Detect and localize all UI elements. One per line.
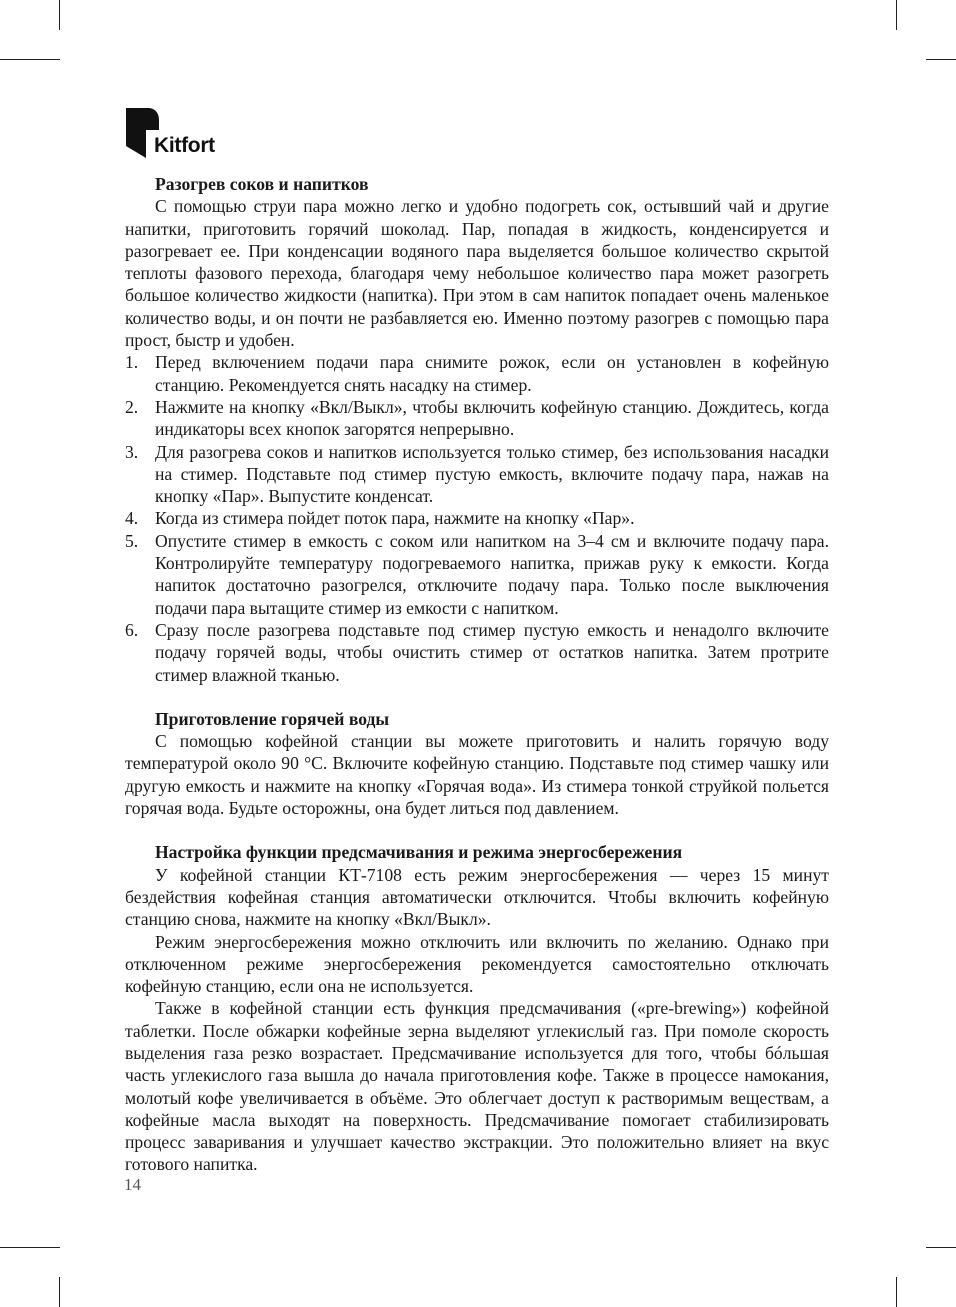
document-body	[125, 173, 829, 1176]
paragraph-energy-saving-toggle: Режим энергосбережения можно отключить или включить по желанию. Однако при отключенном режиме энергосбережения рекомендуется самостоятельно отключать кофейную станцию, если она не используется.	[125, 931, 829, 997]
paragraph-hot-water: С помощью кофейной станции вы можете приготовить и налить горячую воду температурой около 90 °С. Включите кофейную станцию. Подставьте под стимер чашку или другую емкость и нажмите на кнопку «Горячая вода». Из стимера тонкой струйкой польется горячая вода. Будьте осторожны, она будет литься под давлением.	[125, 731, 829, 819]
section-heading-hot-water: Приготовление горячей воды	[155, 708, 390, 729]
step-number: 3.	[125, 441, 139, 462]
brand-name: Kitfort	[154, 134, 215, 157]
step-number: 5.	[125, 530, 139, 551]
paragraph-juice-intro: С помощью струи пара можно легко и удобно подогреть сок, остывший чай и другие напитки, приготовить горячий шоколад. Пар, попадая в жидкость, конденсируется и разогревает ее. При конденсации водяного пара выделяется большое количество скрытой теплоты фазового перехода, благодаря чему небольшое количество пара может разогреть большое количество жидкости (напитка). При этом в сам напиток попадает очень маленькое количество воды, и он почти не разбавляется ею. Именно поэтому разогрев с помощью пара прост, быстр и удобен.	[125, 196, 829, 351]
crop-mark	[0, 1247, 60, 1248]
list-item	[125, 351, 829, 396]
crop-mark	[0, 59, 60, 60]
crop-mark	[896, 0, 897, 30]
step-number: 2.	[125, 396, 139, 417]
section-heading-juice: Разогрев соков и напитков	[155, 174, 369, 194]
crop-mark	[896, 1277, 897, 1307]
step-text: Опустите стимер в емкость с соком или напитком на 3–4 см и включите подачу пара. Контролируйте температуру подогреваемого напитка, прижав руку к емкости. Когда напиток достаточно разогрелся, отключите подачу пара. Только после выключения подачи пара вытащите стимер из емкости с напитком.	[155, 530, 829, 618]
step-text: Нажмите на кнопку «Вкл/Выкл», чтобы включить кофейную станцию. Дождитесь, когда индикаторы всех кнопок загорятся непрерывно.	[155, 396, 829, 440]
step-text: Сразу после разогрева подставьте под стимер пустую емкость и ненадолго включите подачу горячей воды, чтобы очистить стимер от остатков напитка. Затем протрите стимер влажной тканью.	[155, 619, 829, 685]
list-item	[125, 441, 829, 508]
step-number: 6.	[125, 619, 139, 640]
paragraph-pre-brewing: Также в кофейной станции есть функция предсмачивания («pre-brewing») кофейной таблетки. После обжарки кофейные зерна выделяют углекислый газ. При помоле скорость выделения газа резко возрастает. Предсмачивание используется для того, чтобы бóльшая часть углекислого газа вышла до начала приготовления кофе. Также в процессе намокания, молотый кофе увеличивается в объёме. Это облегчает доступ к растворимым веществам, а кофейные масла выходят на поверхность. Предсмачивание помогает стабилизировать процесс заваривания и улучшает качество экстракции. Это положительно влияет на вкус готового напитка.	[125, 998, 829, 1175]
step-number: 1.	[125, 352, 139, 373]
step-text: Когда из стимера пойдет поток пара, нажмите на кнопку «Пар».	[155, 508, 635, 529]
section-heading-pre-brewing: Настройка функции предсмачивания и режима энергосбережения	[155, 842, 683, 863]
list-item	[125, 507, 829, 529]
page-number: 14	[124, 1175, 141, 1194]
list-item	[125, 396, 829, 441]
crop-mark	[926, 59, 956, 60]
crop-mark	[59, 1277, 60, 1307]
list-item	[125, 619, 829, 686]
step-number: 4.	[125, 508, 139, 529]
crop-mark	[926, 1247, 956, 1248]
steps-list	[125, 351, 829, 685]
paragraph-energy-saving: У кофейной станции КТ-7108 есть режим энергосбережения — через 15 минут бездействия кофейная станция автоматически отключится. Чтобы включить кофейную станцию снова, нажмите на кнопку «Вкл/Выкл».	[125, 864, 829, 930]
crop-mark	[59, 0, 60, 30]
step-text: Перед включением подачи пара снимите рожок, если он установлен в кофейную станцию. Рекомендуется снять насадку на стимер.	[155, 352, 829, 395]
step-text: Для разогрева соков и напитков используется только стимер, без использования насадки на стимер. Подставьте под стимер пустую емкость, включите подачу пара, нажав на кнопку «Пар». Выпустите конденсат.	[155, 441, 829, 507]
list-item	[125, 530, 829, 619]
